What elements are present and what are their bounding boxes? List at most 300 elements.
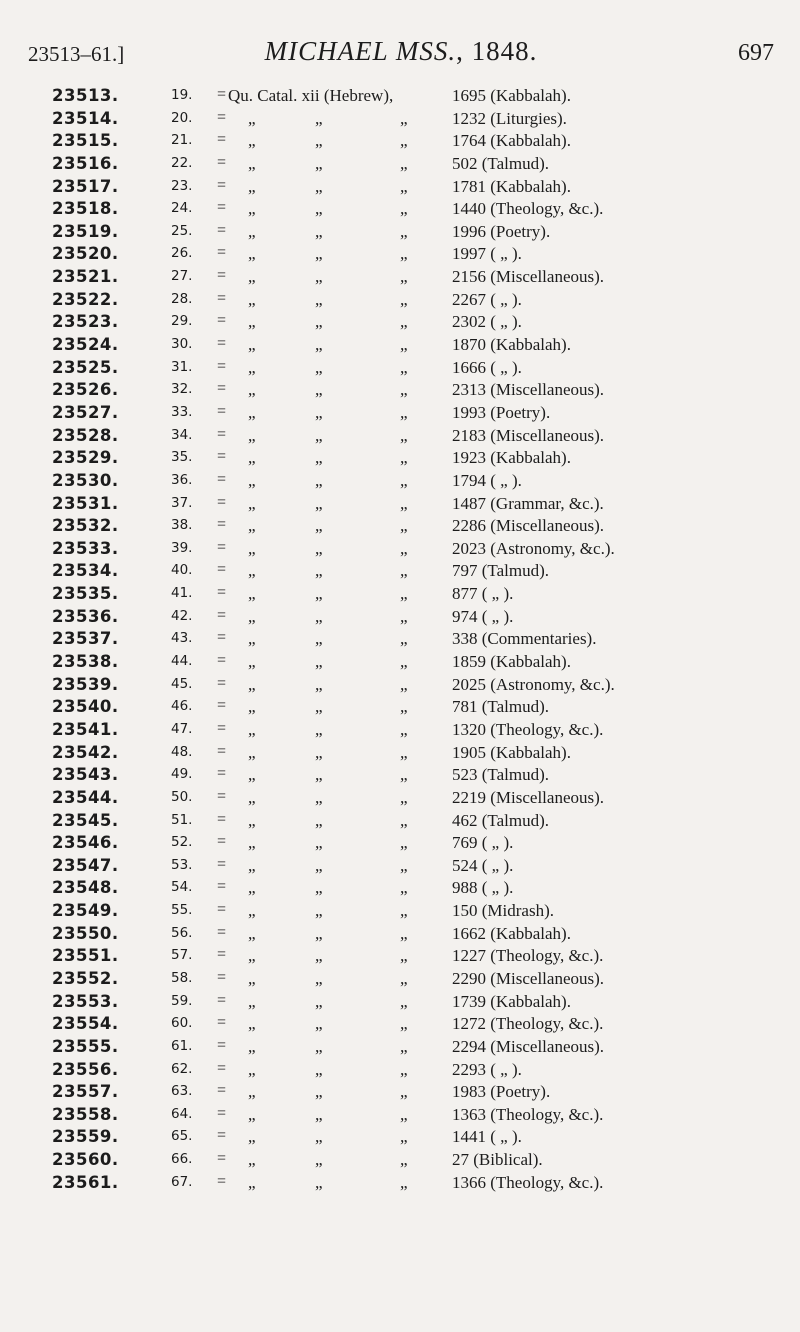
equals-sign: = xyxy=(217,1172,227,1190)
ditto-mark: „ xyxy=(248,652,256,672)
equals-sign: = xyxy=(217,357,227,375)
catalogue-entry xyxy=(0,992,800,1015)
ditto-mark: „ xyxy=(400,470,408,490)
ditto-mark: „ xyxy=(315,153,323,173)
ms-number: 23560. xyxy=(52,1150,119,1170)
ditto-mark: „ xyxy=(315,470,323,490)
entry-description: 2183 (Miscellaneous). xyxy=(452,425,605,445)
ditto-mark: „ xyxy=(248,923,256,943)
ditto-mark: „ xyxy=(248,221,256,241)
entry-description: 1764 (Kabbalah). xyxy=(452,131,571,151)
ditto-mark: „ xyxy=(315,901,323,921)
sub-number: 48. xyxy=(171,743,193,760)
ditto-mark: „ xyxy=(400,402,408,422)
equals-sign: = xyxy=(217,108,227,126)
ditto-mark: „ xyxy=(248,425,256,445)
ms-number: 23516. xyxy=(52,153,119,173)
ditto-mark: „ xyxy=(248,357,256,377)
equals-sign: = xyxy=(217,448,227,466)
equals-sign: = xyxy=(217,425,227,443)
ms-number: 23552. xyxy=(52,968,119,988)
ditto-mark: „ xyxy=(400,719,408,739)
sub-number: 55. xyxy=(171,902,193,919)
ditto-mark: „ xyxy=(400,312,408,332)
ditto-mark: „ xyxy=(400,448,408,468)
ditto-mark: „ xyxy=(400,810,408,830)
catalogue-entry xyxy=(0,1105,800,1128)
ditto-mark: „ xyxy=(315,697,323,717)
ditto-mark: „ xyxy=(315,425,323,445)
ditto-mark: „ xyxy=(315,742,323,762)
entry-description: 769 ( „ ). xyxy=(452,833,514,853)
ms-number: 23551. xyxy=(52,946,119,966)
ditto-mark: „ xyxy=(400,153,408,173)
ms-number: 23553. xyxy=(52,991,119,1011)
ms-number: 23554. xyxy=(52,1014,119,1034)
sub-number: 52. xyxy=(171,834,193,851)
ditto-mark: „ xyxy=(315,380,323,400)
ditto-mark: „ xyxy=(400,833,408,853)
page-header xyxy=(28,36,774,76)
entry-description: 2302 ( „ ). xyxy=(452,312,522,332)
ms-number: 23531. xyxy=(52,493,119,513)
ms-number: 23535. xyxy=(52,584,119,604)
sub-number: 21. xyxy=(171,132,193,149)
entry-description: 2290 (Miscellaneous). xyxy=(452,968,605,988)
equals-sign: = xyxy=(217,335,227,353)
equals-sign: = xyxy=(217,855,227,873)
equals-sign: = xyxy=(217,221,227,239)
ditto-mark: „ xyxy=(315,584,323,604)
entry-description: 1363 (Theology, &c.). xyxy=(452,1104,604,1124)
catalogue-entry xyxy=(0,969,800,992)
entry-description: 1794 ( „ ). xyxy=(452,470,522,490)
ditto-mark: „ xyxy=(248,1150,256,1170)
ms-number: 23523. xyxy=(52,312,119,332)
equals-sign: = xyxy=(217,946,227,964)
entry-description: 502 (Talmud). xyxy=(452,153,550,173)
sub-number: 58. xyxy=(171,969,193,986)
catalogue-entry xyxy=(0,652,800,675)
ditto-mark: „ xyxy=(315,108,323,128)
entry-description: 2293 ( „ ). xyxy=(452,1059,522,1079)
ditto-mark: „ xyxy=(248,131,256,151)
catalogue-entry xyxy=(0,1173,800,1196)
equals-sign: = xyxy=(217,787,227,805)
equals-sign: = xyxy=(217,516,227,534)
sub-number: 64. xyxy=(171,1105,193,1122)
catalogue-entry xyxy=(0,878,800,901)
catalogue-entry xyxy=(0,426,800,449)
sub-number: 37. xyxy=(171,494,193,511)
ditto-mark: „ xyxy=(315,606,323,626)
ditto-mark: „ xyxy=(248,833,256,853)
equals-sign: = xyxy=(217,968,227,986)
ms-number: 23542. xyxy=(52,742,119,762)
catalogue-entry xyxy=(0,335,800,358)
ditto-mark: „ xyxy=(315,312,323,332)
equals-sign: = xyxy=(217,1127,227,1145)
sub-number: 51. xyxy=(171,811,193,828)
ditto-mark: „ xyxy=(315,810,323,830)
equals-sign: = xyxy=(217,493,227,511)
ms-number: 23561. xyxy=(52,1172,119,1192)
catalogue-entry xyxy=(0,403,800,426)
catalogue-entry xyxy=(0,516,800,539)
ditto-mark: „ xyxy=(315,131,323,151)
ditto-mark: „ xyxy=(315,357,323,377)
entry-description: 1695 (Kabbalah). xyxy=(452,86,571,105)
equals-sign: = xyxy=(217,991,227,1009)
equals-sign: = xyxy=(217,402,227,420)
ditto-mark: „ xyxy=(400,380,408,400)
entry-description: 1232 (Liturgies). xyxy=(452,108,567,128)
ditto-mark: „ xyxy=(248,765,256,785)
catalogue-entry xyxy=(0,924,800,947)
ms-number: 23557. xyxy=(52,1082,119,1102)
ditto-mark: „ xyxy=(248,584,256,604)
ditto-mark: „ xyxy=(248,674,256,694)
ditto-mark: „ xyxy=(248,991,256,1011)
entry-description: 1662 (Kabbalah). xyxy=(452,923,571,943)
ditto-mark: „ xyxy=(315,335,323,355)
ms-number: 23525. xyxy=(52,357,119,377)
equals-sign: = xyxy=(217,584,227,602)
ditto-mark: „ xyxy=(315,1014,323,1034)
ditto-mark: „ xyxy=(400,357,408,377)
equals-sign: = xyxy=(217,719,227,737)
ditto-mark: „ xyxy=(248,289,256,309)
sub-number: 28. xyxy=(171,290,193,307)
entry-description: 974 ( „ ). xyxy=(452,606,514,626)
catalogue-entry xyxy=(0,471,800,494)
catalogue-entry xyxy=(0,1127,800,1150)
sub-number: 60. xyxy=(171,1015,193,1032)
ditto-mark: „ xyxy=(400,697,408,717)
catalogue-entry xyxy=(0,290,800,313)
ditto-mark: „ xyxy=(248,606,256,626)
ditto-mark: „ xyxy=(400,335,408,355)
ditto-mark: „ xyxy=(248,742,256,762)
running-title-year: , 1848. xyxy=(456,36,538,66)
entry-description: 1441 ( „ ). xyxy=(452,1127,522,1147)
ms-number: 23527. xyxy=(52,402,119,422)
ditto-mark: „ xyxy=(315,1104,323,1124)
equals-sign: = xyxy=(217,1104,227,1122)
sub-number: 30. xyxy=(171,336,193,353)
catalogue-entry xyxy=(0,1014,800,1037)
ditto-mark: „ xyxy=(400,674,408,694)
entry-description: 27 (Biblical). xyxy=(452,1150,543,1170)
ditto-mark: „ xyxy=(315,1036,323,1056)
catalogue-reference: Qu. Catal. xii (Hebrew), xyxy=(228,86,394,105)
sub-number: 32. xyxy=(171,381,193,398)
sub-number: 35. xyxy=(171,449,193,466)
catalogue-entry xyxy=(0,765,800,788)
ditto-mark: „ xyxy=(400,1059,408,1079)
ms-number: 23534. xyxy=(52,561,119,581)
ms-number: 23549. xyxy=(52,901,119,921)
ditto-mark: „ xyxy=(400,584,408,604)
sub-number: 24. xyxy=(171,200,193,217)
entry-description: 1366 (Theology, &c.). xyxy=(452,1172,604,1192)
entry-description: 2313 (Miscellaneous). xyxy=(452,380,605,400)
sub-number: 44. xyxy=(171,653,193,670)
sub-number: 54. xyxy=(171,879,193,896)
ms-number: 23522. xyxy=(52,289,119,309)
entry-description: 1996 (Poetry). xyxy=(452,221,551,241)
sub-number: 62. xyxy=(171,1060,193,1077)
entry-description: 523 (Talmud). xyxy=(452,765,550,785)
ms-number: 23559. xyxy=(52,1127,119,1147)
sub-number: 56. xyxy=(171,924,193,941)
sub-number: 46. xyxy=(171,698,193,715)
sub-number: 43. xyxy=(171,630,193,647)
entry-description: 2156 (Miscellaneous). xyxy=(452,267,605,287)
ditto-mark: „ xyxy=(248,1059,256,1079)
ditto-mark: „ xyxy=(400,652,408,672)
entry-description: 1666 ( „ ). xyxy=(452,357,522,377)
ms-number: 23541. xyxy=(52,719,119,739)
ditto-mark: „ xyxy=(315,1172,323,1192)
entry-description: 988 ( „ ). xyxy=(452,878,514,898)
equals-sign: = xyxy=(217,312,227,330)
ms-number: 23515. xyxy=(52,131,119,151)
ms-number: 23530. xyxy=(52,470,119,490)
ditto-mark: „ xyxy=(315,991,323,1011)
ditto-mark: „ xyxy=(400,199,408,219)
folio-range: 23513–61.] xyxy=(28,42,125,66)
ms-number: 23513. xyxy=(52,86,119,105)
ditto-mark: „ xyxy=(248,516,256,536)
sub-number: 33. xyxy=(171,403,193,420)
equals-sign: = xyxy=(217,538,227,556)
entry-description: 2267 ( „ ). xyxy=(452,289,522,309)
equals-sign: = xyxy=(217,1014,227,1032)
ms-number: 23532. xyxy=(52,516,119,536)
ditto-mark: „ xyxy=(400,221,408,241)
ms-number: 23548. xyxy=(52,878,119,898)
sub-number: 61. xyxy=(171,1037,193,1054)
ditto-mark: „ xyxy=(315,244,323,264)
sub-number: 59. xyxy=(171,992,193,1009)
catalogue-entry xyxy=(0,743,800,766)
sub-number: 22. xyxy=(171,154,193,171)
ditto-mark: „ xyxy=(315,561,323,581)
catalogue-entry xyxy=(0,312,800,335)
sub-number: 53. xyxy=(171,856,193,873)
entry-description: 1859 (Kabbalah). xyxy=(452,652,571,672)
entry-description: 1905 (Kabbalah). xyxy=(452,742,571,762)
entry-description: 2025 (Astronomy, &c.). xyxy=(452,674,615,694)
entry-description: 2219 (Miscellaneous). xyxy=(452,787,605,807)
ditto-mark: „ xyxy=(400,289,408,309)
ms-number: 23550. xyxy=(52,923,119,943)
catalogue-entry xyxy=(0,833,800,856)
ms-number: 23519. xyxy=(52,221,119,241)
ditto-mark: „ xyxy=(248,561,256,581)
entry-description: 1870 (Kabbalah). xyxy=(452,335,571,355)
equals-sign: = xyxy=(217,1059,227,1077)
sub-number: 41. xyxy=(171,585,193,602)
ditto-mark: „ xyxy=(248,153,256,173)
ms-number: 23528. xyxy=(52,425,119,445)
sub-number: 45. xyxy=(171,675,193,692)
ditto-mark: „ xyxy=(400,1082,408,1102)
equals-sign: = xyxy=(217,923,227,941)
ditto-mark: „ xyxy=(400,1014,408,1034)
sub-number: 36. xyxy=(171,471,193,488)
ditto-mark: „ xyxy=(248,968,256,988)
ditto-mark: „ xyxy=(248,199,256,219)
ditto-mark: „ xyxy=(315,516,323,536)
ditto-mark: „ xyxy=(315,199,323,219)
ms-number: 23514. xyxy=(52,108,119,128)
catalogue-entry xyxy=(0,901,800,924)
equals-sign: = xyxy=(217,244,227,262)
equals-sign: = xyxy=(217,86,227,103)
ditto-mark: „ xyxy=(400,1104,408,1124)
ms-number: 23540. xyxy=(52,697,119,717)
entry-description: 781 (Talmud). xyxy=(452,697,550,717)
equals-sign: = xyxy=(217,629,227,647)
ditto-mark: „ xyxy=(400,765,408,785)
ms-number: 23529. xyxy=(52,448,119,468)
equals-sign: = xyxy=(217,1036,227,1054)
sub-number: 65. xyxy=(171,1128,193,1145)
ditto-mark: „ xyxy=(315,1150,323,1170)
ditto-mark: „ xyxy=(248,1104,256,1124)
ms-number: 23533. xyxy=(52,538,119,558)
catalogue-entry xyxy=(0,86,800,109)
catalogue-entry xyxy=(0,697,800,720)
sub-number: 27. xyxy=(171,268,193,285)
sub-number: 19. xyxy=(171,87,193,103)
ditto-mark: „ xyxy=(248,1127,256,1147)
entry-description: 1739 (Kabbalah). xyxy=(452,991,571,1011)
equals-sign: = xyxy=(217,878,227,896)
ditto-mark: „ xyxy=(315,652,323,672)
ms-number: 23558. xyxy=(52,1104,119,1124)
catalogue-entry xyxy=(0,380,800,403)
equals-sign: = xyxy=(217,697,227,715)
catalogue-entry xyxy=(0,1037,800,1060)
ditto-mark: „ xyxy=(400,538,408,558)
equals-sign: = xyxy=(217,153,227,171)
ditto-mark: „ xyxy=(248,538,256,558)
ditto-mark: „ xyxy=(248,787,256,807)
catalogue-entry xyxy=(0,358,800,381)
ms-number: 23526. xyxy=(52,380,119,400)
ditto-mark: „ xyxy=(248,629,256,649)
ditto-mark: „ xyxy=(248,946,256,966)
ditto-mark: „ xyxy=(315,787,323,807)
ditto-mark: „ xyxy=(248,108,256,128)
equals-sign: = xyxy=(217,470,227,488)
ditto-mark: „ xyxy=(248,335,256,355)
catalogue-entry xyxy=(0,199,800,222)
ditto-mark: „ xyxy=(315,176,323,196)
entry-description: 1983 (Poetry). xyxy=(452,1082,551,1102)
entry-description: 1781 (Kabbalah). xyxy=(452,176,571,196)
equals-sign: = xyxy=(217,901,227,919)
ditto-mark: „ xyxy=(315,833,323,853)
ditto-mark: „ xyxy=(315,946,323,966)
ditto-mark: „ xyxy=(315,1082,323,1102)
ditto-mark: „ xyxy=(315,448,323,468)
ditto-mark: „ xyxy=(248,1036,256,1056)
sub-number: 39. xyxy=(171,539,193,556)
ditto-mark: „ xyxy=(400,516,408,536)
entry-description: 1923 (Kabbalah). xyxy=(452,448,571,468)
ditto-mark: „ xyxy=(315,538,323,558)
equals-sign: = xyxy=(217,561,227,579)
equals-sign: = xyxy=(217,267,227,285)
ditto-mark: „ xyxy=(315,719,323,739)
sub-number: 26. xyxy=(171,245,193,262)
sub-number: 57. xyxy=(171,947,193,964)
catalogue-entry xyxy=(0,584,800,607)
catalogue-entry xyxy=(0,448,800,471)
sub-number: 31. xyxy=(171,358,193,375)
ditto-mark: „ xyxy=(248,810,256,830)
ditto-mark: „ xyxy=(248,380,256,400)
ditto-mark: „ xyxy=(248,267,256,287)
catalogue-entry xyxy=(0,946,800,969)
entry-description: 150 (Midrash). xyxy=(452,901,554,921)
ditto-mark: „ xyxy=(400,108,408,128)
ditto-mark: „ xyxy=(400,878,408,898)
sub-number: 40. xyxy=(171,562,193,579)
equals-sign: = xyxy=(217,810,227,828)
catalogue-entry xyxy=(0,720,800,743)
catalogue-entry xyxy=(0,154,800,177)
catalogue-entry xyxy=(0,788,800,811)
equals-sign: = xyxy=(217,289,227,307)
sub-number: 63. xyxy=(171,1083,193,1100)
entry-description: 524 ( „ ). xyxy=(452,855,514,875)
ditto-mark: „ xyxy=(315,968,323,988)
sub-number: 49. xyxy=(171,766,193,783)
equals-sign: = xyxy=(217,833,227,851)
ditto-mark: „ xyxy=(400,946,408,966)
catalogue-entry xyxy=(0,675,800,698)
equals-sign: = xyxy=(217,1082,227,1100)
ms-number: 23524. xyxy=(52,335,119,355)
equals-sign: = xyxy=(217,674,227,692)
catalogue-entry xyxy=(0,494,800,517)
ms-number: 23539. xyxy=(52,674,119,694)
catalogue-entry xyxy=(0,244,800,267)
catalogue-entry xyxy=(0,561,800,584)
ditto-mark: „ xyxy=(400,1150,408,1170)
ditto-mark: „ xyxy=(400,991,408,1011)
entry-description: 1487 (Grammar, &c.). xyxy=(452,493,604,513)
ditto-mark: „ xyxy=(400,561,408,581)
ditto-mark: „ xyxy=(400,176,408,196)
ditto-mark: „ xyxy=(315,402,323,422)
ditto-mark: „ xyxy=(315,923,323,943)
ditto-mark: „ xyxy=(400,901,408,921)
ditto-mark: „ xyxy=(315,221,323,241)
ditto-mark: „ xyxy=(248,470,256,490)
ditto-mark: „ xyxy=(248,1172,256,1192)
equals-sign: = xyxy=(217,199,227,217)
ditto-mark: „ xyxy=(400,425,408,445)
equals-sign: = xyxy=(217,652,227,670)
sub-number: 38. xyxy=(171,517,193,534)
entry-description: 462 (Talmud). xyxy=(452,810,550,830)
